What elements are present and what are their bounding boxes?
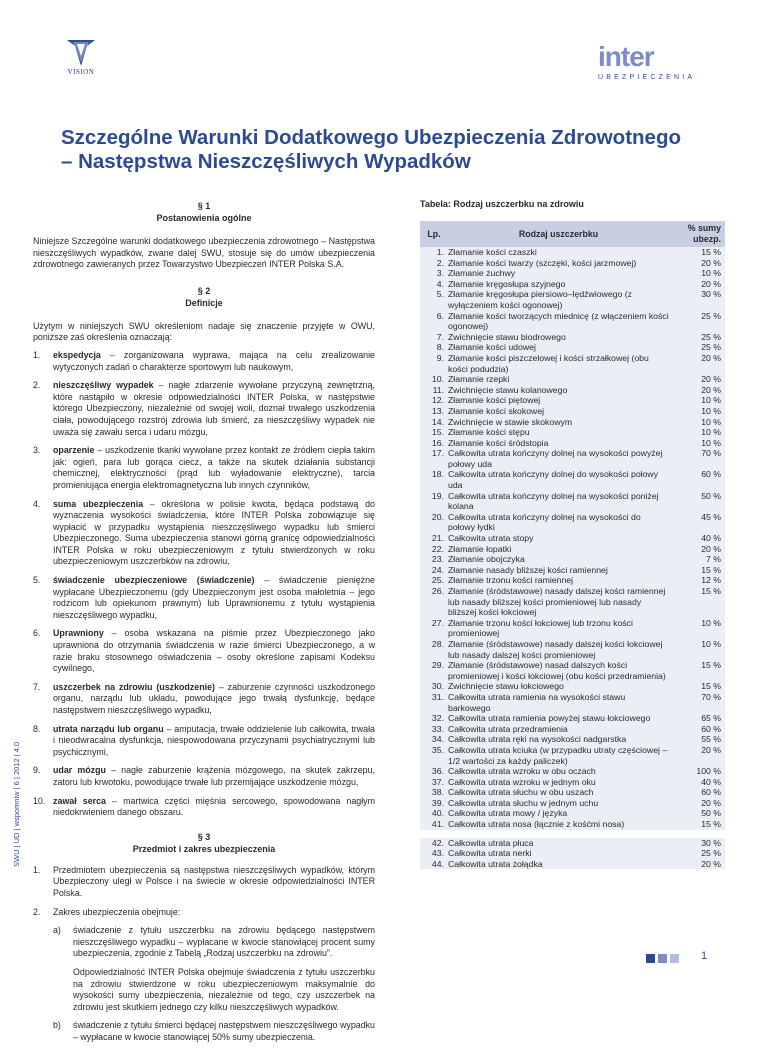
row-number: 25. xyxy=(420,575,448,586)
definition-text: – określona w polisie kwota, będąca podstawą do wyznaczenia wysokości świadczenia, które INTER Polska zobowiązuje się wypłacić w przypadku wystąpienia nieszczęśliwego wypadku lub śmierci Ubezpieczonego. Suma ubezpieczenia stanowi górną granicę odpowiedzialności INTER Polska w roku ubezpieczeniowym z tytułu stwierdzonych w roku ubezpieczeniowym uszczerbków na zdrowiu, xyxy=(53,498,375,567)
row-injury-name: Złamanie obojczyka xyxy=(448,554,669,565)
table-row xyxy=(420,766,725,777)
definition-item xyxy=(33,445,375,491)
row-number: 32. xyxy=(420,713,448,724)
row-injury-name: Złamanie kości skokowej xyxy=(448,406,669,417)
row-number: 36. xyxy=(420,766,448,777)
definition-text: – świadczenie pieniężne wypłacane Ubezpieczonemu (gdy Ubezpieczonym jest osoba małoletnia – jego rodzicom lub opiekunom prawnym) lub Uprawnionemu z tytułu wystąpienia nieszczęśliwego wypadku, xyxy=(53,575,375,620)
row-number: 19. xyxy=(420,491,448,512)
table-row xyxy=(420,660,725,681)
row-percent: 10 % xyxy=(669,268,725,279)
row-percent: 10 % xyxy=(669,406,725,417)
table-row xyxy=(420,342,725,353)
row-number: 18. xyxy=(420,469,448,490)
table-row xyxy=(420,639,725,660)
row-percent: 70 % xyxy=(669,692,725,713)
definition-number: 10. xyxy=(33,795,46,806)
definition-text: – uszkodzenie tkanki wywołane przez kontakt ze źródłem ciepła takim jak: ogień, para lub gorąca ciecz, a także na skutek działania substancji chemicznej, elektryczności (prąd lub wyładowanie elektryczne), tarcia promieniująca energia elektromagnetyczna lub innych czynników, xyxy=(53,445,375,490)
row-number: 1. xyxy=(420,247,448,258)
row-injury-name: Złamanie kręgosłupa piersiowo–lędźwiowego (z wyłączeniem kości ogonowej) xyxy=(448,289,669,310)
row-number: 31. xyxy=(420,692,448,713)
scope-item-number: 1. xyxy=(33,864,41,875)
definition-item xyxy=(33,575,375,621)
column-header-percent-line2: ubezp. xyxy=(693,234,721,244)
row-number: 3. xyxy=(420,268,448,279)
table-row xyxy=(420,268,725,279)
row-percent: 20 % xyxy=(669,544,725,555)
row-injury-name: Złamanie żuchwy xyxy=(448,268,669,279)
row-injury-name: Całkowita utrata płuca xyxy=(448,838,669,849)
definition-item xyxy=(33,499,375,569)
row-percent: 20 % xyxy=(669,745,725,766)
table-row xyxy=(420,417,725,428)
definition-term: Uprawniony xyxy=(53,628,104,639)
table-row xyxy=(420,395,725,406)
row-percent: 15 % xyxy=(669,681,725,692)
scope-subitem-letter: a) xyxy=(53,925,61,936)
table-row xyxy=(420,247,725,258)
scope-item xyxy=(33,907,375,919)
section-3-number: § 3 xyxy=(197,831,211,842)
row-percent: 25 % xyxy=(669,332,725,343)
row-number: 11. xyxy=(420,385,448,396)
definition-number: 9. xyxy=(33,765,41,776)
definition-text: – martwica części mięśnia sercowego, spowodowana nagłym niedokrwieniem danego obszaru. xyxy=(53,795,375,818)
row-percent: 40 % xyxy=(669,777,725,788)
inter-logo-word: inter xyxy=(598,41,654,72)
scope-subitems xyxy=(33,925,375,1043)
table-row xyxy=(420,448,725,469)
section-2-title: Definicje xyxy=(185,297,223,308)
row-injury-name: Całkowita utrata słuchu w jednym uchu xyxy=(448,798,669,809)
row-percent: 10 % xyxy=(669,395,725,406)
table-row xyxy=(420,385,725,396)
row-number: 4. xyxy=(420,279,448,290)
row-injury-name: Całkowita utrata mowy / języka xyxy=(448,808,669,819)
definition-term: świadczenie ubezpieczeniowe (świadczenie) xyxy=(53,575,255,586)
row-injury-name: Całkowita utrata wzroku w jednym oku xyxy=(448,777,669,788)
footer-square xyxy=(646,954,655,963)
title-line-2: – Następstwa Nieszczęśliwych Wypadków xyxy=(61,150,471,173)
row-injury-name: Zwichnięcie stawu biodrowego xyxy=(448,332,669,343)
definition-term: oparzenie xyxy=(53,445,95,456)
row-number: 23. xyxy=(420,554,448,565)
footer-squares xyxy=(646,954,682,963)
definition-text: – nagłe zaburzenie krążenia mózgowego, na skutek zakrzepu, zatoru lub krwotoku, powodujące trwałe lub przemijające uszkodzenie mózgu, xyxy=(53,765,375,787)
section-3 xyxy=(33,831,375,1044)
table-row xyxy=(420,491,725,512)
row-percent: 25 % xyxy=(669,311,725,332)
row-percent: 60 % xyxy=(669,724,725,735)
definitions-list xyxy=(33,350,375,819)
row-percent: 25 % xyxy=(669,342,725,353)
row-number: 41. xyxy=(420,819,448,830)
table-row xyxy=(420,258,725,269)
row-injury-name: Całkowita utrata kończyny dolnej na wysokości do połowy łydki xyxy=(448,512,669,533)
row-injury-name: Całkowita utrata kończyny dolnej do wysokości połowy uda xyxy=(448,469,669,490)
table-row xyxy=(420,427,725,438)
row-percent: 15 % xyxy=(669,247,725,258)
row-number: 22. xyxy=(420,544,448,555)
definition-text: – amputacja, trwałe oddzielenie lub całkowita, trwała i nieodwracalna dysfunkcja, niespowodowana przyczynami psychiatrycznymi lub psychicznymi, xyxy=(53,723,375,757)
row-percent: 15 % xyxy=(669,586,725,618)
row-percent: 10 % xyxy=(669,618,725,639)
row-number: 20. xyxy=(420,512,448,533)
scope-subitem-text: świadczenie z tytułu uszczerbku na zdrowiu będącego następstwem nieszczęśliwego wypadku – wypłacane w kwocie stanowiącej procent sumy ubezpieczenia, zgodnie z Tabelą „Rodzaj uszczerbku na zdrowiu”. xyxy=(73,925,375,959)
row-injury-name: Całkowita utrata nerki xyxy=(448,848,669,859)
row-injury-name: Złamanie (śródstawowe) nasad dalszych kości promieniowej i kości łokciowej (obu kości przedramienia) xyxy=(448,660,669,681)
row-injury-name: Całkowita utrata wzroku w obu oczach xyxy=(448,766,669,777)
inter-logo xyxy=(598,43,716,83)
definition-number: 4. xyxy=(33,498,41,509)
table-row xyxy=(420,745,725,766)
table-row xyxy=(420,332,725,343)
injury-table xyxy=(420,221,725,869)
table-row xyxy=(420,777,725,788)
row-injury-name: Złamanie (śródstawowe) nasady dalszej kości ramiennej lub nasady bliższej kości promieniowej lub nasady bliższej kości łokciowej xyxy=(448,586,669,618)
document-title xyxy=(61,126,721,174)
section-3-items xyxy=(33,865,375,1044)
row-number: 10. xyxy=(420,374,448,385)
row-percent: 40 % xyxy=(669,533,725,544)
row-percent: 10 % xyxy=(669,417,725,428)
row-injury-name: Złamanie trzonu kości łokciowej lub trzonu kości promieniowej xyxy=(448,618,669,639)
row-percent: 20 % xyxy=(669,859,725,870)
definition-text: – osoba wskazana na piśmie przez Ubezpieczonego jako uprawniona do otrzymania świadczenia w razie śmierci Ubezpieczonego, a w razie braku stosownego oświadczenia – osoby określone zapisami Kodeksu cywilnego, xyxy=(53,628,375,674)
table-row xyxy=(420,279,725,290)
definition-term: utrata narządu lub organu xyxy=(53,723,164,734)
row-number: 7. xyxy=(420,332,448,343)
row-percent: 60 % xyxy=(669,469,725,490)
row-number: 39. xyxy=(420,798,448,809)
table-row xyxy=(420,787,725,798)
row-percent: 50 % xyxy=(669,491,725,512)
table-row xyxy=(420,618,725,639)
row-injury-name: Złamanie rzepki xyxy=(448,374,669,385)
row-percent: 7 % xyxy=(669,554,725,565)
section-2-number: § 2 xyxy=(197,285,211,296)
definition-number: 1. xyxy=(33,349,41,360)
definition-number: 2. xyxy=(33,380,41,391)
row-number: 27. xyxy=(420,618,448,639)
row-injury-name: Złamanie kręgosłupa szyjnego xyxy=(448,279,669,290)
table-body xyxy=(420,247,725,869)
definition-number: 5. xyxy=(33,575,41,586)
column-header-name: Rodzaj uszczerbku xyxy=(448,221,669,247)
scope-item-text: Zakres ubezpieczenia obejmuje: xyxy=(53,906,181,917)
row-number: 5. xyxy=(420,289,448,310)
row-number: 29. xyxy=(420,660,448,681)
right-column xyxy=(420,199,725,869)
row-number: 35. xyxy=(420,745,448,766)
row-injury-name: Całkowita utrata przedramienia xyxy=(448,724,669,735)
row-injury-name: Złamanie kości tworzących miednicę (z włączeniem kości ogonowej) xyxy=(448,310,669,332)
row-injury-name: Złamanie kości śródstopia xyxy=(448,438,669,449)
row-number: 42. xyxy=(420,838,448,849)
table-row xyxy=(420,512,725,533)
definition-item xyxy=(33,796,375,819)
column-header-percent-line1: % sumy xyxy=(687,223,721,233)
definition-term: nieszczęśliwy wypadek xyxy=(53,380,154,391)
row-injury-name: Całkowita utrata ramienia powyżej stawu łokciowego xyxy=(448,713,669,724)
section-2 xyxy=(33,285,375,819)
definition-number: 6. xyxy=(33,628,41,639)
row-percent: 70 % xyxy=(669,448,725,469)
row-number: 8. xyxy=(420,342,448,353)
vision-logo-text: VISION xyxy=(67,68,95,76)
definition-term: suma ubezpieczenia xyxy=(53,498,144,509)
row-injury-name: Złamanie kości stępu xyxy=(448,427,669,438)
title-line-1: Szczególne Warunki Dodatkowego Ubezpieczenia Zdrowotnego xyxy=(61,126,681,149)
vision-logo xyxy=(53,38,109,82)
scope-subitem-letter: b) xyxy=(53,1020,61,1031)
row-number: 2. xyxy=(420,258,448,269)
table-row xyxy=(420,533,725,544)
row-injury-name: Całkowita utrata żołądka xyxy=(448,859,669,870)
table-row xyxy=(420,798,725,809)
row-number: 43. xyxy=(420,848,448,859)
section-2-intro: Użytym w niniejszych SWU określeniom nadaje się znaczenie przyjęte w OWU, poniższe zaś określenia oznaczają: xyxy=(33,320,375,343)
row-percent: 20 % xyxy=(669,374,725,385)
definition-number: 8. xyxy=(33,723,41,734)
table-row xyxy=(420,438,725,449)
row-injury-name: Zwichnięcie stawu łokciowego xyxy=(448,681,669,692)
row-number: 44. xyxy=(420,859,448,870)
table-row xyxy=(420,544,725,555)
scope-subitem xyxy=(53,1020,375,1043)
row-injury-name: Złamanie kości czaszki xyxy=(448,247,669,258)
scope-item xyxy=(33,865,375,900)
table-row xyxy=(420,808,725,819)
table-row xyxy=(420,565,725,576)
row-number: 24. xyxy=(420,565,448,576)
table-row xyxy=(420,575,725,586)
row-number: 38. xyxy=(420,787,448,798)
scope-subitem xyxy=(53,967,375,1013)
row-injury-name: Całkowita utrata kończyny dolnej na wysokości powyżej połowy uda xyxy=(448,448,669,469)
definition-text: – nagłe zdarzenie wywołane przyczyną zewnętrzną, które nastąpiło w okresie odpowiedzialności INTER Polska, w następstwie którego Ubezpieczony, niezależnie od swojej woli, doznał trwałego uszkodzenia ciała, powodującego rozstrój zdrowia lub śmierć, za nieszczęśliwy wypadek nie uważa się zawału serca i udaru mózgu, xyxy=(53,380,376,437)
column-header-lp: Lp. xyxy=(420,221,448,247)
definition-item xyxy=(33,724,375,759)
row-number: 34. xyxy=(420,734,448,745)
row-percent: 100 % xyxy=(669,766,725,777)
left-column xyxy=(33,200,375,1050)
table-row xyxy=(420,406,725,417)
table-row xyxy=(420,469,725,490)
definition-number: 3. xyxy=(33,445,41,456)
definition-number: 7. xyxy=(33,681,41,692)
inter-logo-subtitle: UBEZPIECZENIA xyxy=(598,74,696,81)
row-percent: 20 % xyxy=(669,798,725,809)
row-percent: 10 % xyxy=(669,438,725,449)
table-gap-row xyxy=(420,830,725,838)
row-percent: 30 % xyxy=(669,289,725,310)
section-1-text: Niniejsze Szczególne warunki dodatkowego ubezpieczenia zdrowotnego – Następstwa nieszczęśliwych wypadków, zwane dalej SWU, stosuje się do umów ubezpieczenia zdrowotnego zawieranych przez Towarzystwo Ubezpieczeń INTER Polska S.A. xyxy=(33,236,375,270)
row-number: 40. xyxy=(420,808,448,819)
row-percent: 25 % xyxy=(669,848,725,859)
scope-item-text: Przedmiotem ubezpieczenia są następstwa nieszczęśliwych wypadków, którym Ubezpieczony uległ w Polsce i na świecie w okresie odpowiedzialności INTER Polska. xyxy=(53,864,375,898)
definition-item xyxy=(33,765,375,788)
row-number: 13. xyxy=(420,406,448,417)
definition-item xyxy=(33,682,375,717)
row-percent: 55 % xyxy=(669,734,725,745)
footer-square xyxy=(658,954,667,963)
table-row xyxy=(420,838,725,849)
table-row xyxy=(420,734,725,745)
row-percent: 10 % xyxy=(669,639,725,660)
row-injury-name: Złamanie trzonu kości ramiennej xyxy=(448,575,669,586)
row-percent: 10 % xyxy=(669,427,725,438)
table-row xyxy=(420,859,725,870)
row-number: 16. xyxy=(420,438,448,449)
row-injury-name: Całkowita utrata stopy xyxy=(448,533,669,544)
row-number: 33. xyxy=(420,724,448,735)
table-row xyxy=(420,713,725,724)
row-number: 37. xyxy=(420,777,448,788)
table-row xyxy=(420,554,725,565)
row-injury-name: Złamanie nasady bliższej kości ramiennej xyxy=(448,565,669,576)
row-injury-name: Całkowita utrata kończyny dolnej na wysokości poniżej kolana xyxy=(448,491,669,512)
scope-subitem-text: Odpowiedzialność INTER Polska obejmuje świadczenia z tytułu uszczerbku na zdrowiu stwierdzone w roku ubezpieczeniowym maksymalnie do wysokości sumy ubezpieczenia, niezależnie od tego, czy uszczerbek na zdrowiu jest skutkiem jednego czy kilku nieszczęśliwych wypadków. xyxy=(73,966,375,1012)
table-header-row xyxy=(420,221,725,247)
definition-text: – zaburzenie czynności uszkodzonego organu, narządu lub układu, powodujące jego trwałą dysfunkcję, będące następstwem nieszczęśliwego wypadku, xyxy=(53,681,376,715)
definition-item xyxy=(33,628,375,674)
row-number: 9. xyxy=(420,353,448,374)
table-row xyxy=(420,848,725,859)
row-percent: 12 % xyxy=(669,575,725,586)
row-percent: 50 % xyxy=(669,808,725,819)
row-injury-name: Zwichnięcie stawu kolanowego xyxy=(448,385,669,396)
row-number: 26. xyxy=(420,586,448,618)
table-row xyxy=(420,819,725,830)
footer-square xyxy=(670,954,679,963)
row-percent: 30 % xyxy=(669,838,725,849)
row-injury-name: Złamanie kości piszczelowej i kości strzałkowej (obu kości podudzia) xyxy=(448,353,669,374)
row-number: 15. xyxy=(420,427,448,438)
row-injury-name: Złamanie kości piętowej xyxy=(448,395,669,406)
side-document-code: SWU | UD | wspomniw | 6 | 2012 | 4.0 xyxy=(12,741,21,867)
row-injury-name: Całkowita utrata kciuka (w przypadku utraty częściowej – 1/2 wartości za każdy paliczek) xyxy=(448,744,668,766)
scope-subitem-text: świadczenie z tytułu śmierci będącej następstwem nieszczęśliwego wypadku – wypłacane w kwocie stanowiącej 50% sumy ubezpieczenia. xyxy=(73,1020,375,1042)
table-row xyxy=(420,681,725,692)
section-1 xyxy=(33,200,375,271)
row-percent: 60 % xyxy=(669,787,725,798)
row-injury-name: Złamanie kości twarzy (szczęki, kości jarzmowej) xyxy=(448,258,669,269)
row-percent: 15 % xyxy=(669,660,725,681)
definition-term: zawał serca xyxy=(53,795,106,806)
row-percent: 20 % xyxy=(669,385,725,396)
section-1-title: Postanowienia ogólne xyxy=(156,213,252,223)
section-3-title: Przedmiot i zakres ubezpieczenia xyxy=(132,843,276,854)
definition-text: – zorganizowana wyprawa, mająca na celu zrealizowanie wytyczonych zadań o charakterze sportowym lub naukowym, xyxy=(53,349,375,372)
table-row xyxy=(420,586,725,618)
row-number: 17. xyxy=(420,448,448,469)
definition-item xyxy=(33,350,375,373)
definition-term: uszczerbek na zdrowiu (uszkodzenie) xyxy=(53,681,215,692)
row-number: 6. xyxy=(420,311,448,332)
table-row xyxy=(420,353,725,374)
row-injury-name: Złamanie kości udowej xyxy=(448,342,669,353)
row-injury-name: Całkowita utrata ręki na wysokości nadgarstka xyxy=(448,734,669,745)
row-injury-name: Złamanie łopatki xyxy=(448,544,669,555)
definition-term: udar mózgu xyxy=(53,765,106,776)
table-row xyxy=(420,289,725,310)
row-number: 12. xyxy=(420,395,448,406)
row-number: 14. xyxy=(420,417,448,428)
row-percent: 45 % xyxy=(669,512,725,533)
row-injury-name: Zwichnięcie w stawie skokowym xyxy=(448,417,669,428)
page-number: 1 xyxy=(701,950,708,962)
definition-term: ekspedycja xyxy=(53,349,101,360)
table-row xyxy=(420,311,725,332)
table-row xyxy=(420,692,725,713)
row-injury-name: Całkowita utrata ramienia na wysokości stawu barkowego xyxy=(448,692,669,713)
table-row xyxy=(420,724,725,735)
row-percent: 15 % xyxy=(669,565,725,576)
scope-item-number: 2. xyxy=(33,906,41,917)
row-percent: 20 % xyxy=(669,353,725,374)
column-header-percent xyxy=(669,221,725,247)
row-percent: 65 % xyxy=(669,713,725,724)
row-percent: 20 % xyxy=(669,279,725,290)
row-number: 30. xyxy=(420,681,448,692)
definition-item xyxy=(33,380,375,438)
table-caption: Tabela: Rodzaj uszczerbku na zdrowiu xyxy=(420,199,584,209)
row-number: 21. xyxy=(420,533,448,544)
row-injury-name: Całkowita utrata słuchu w obu uszach xyxy=(448,787,669,798)
scope-subitem xyxy=(53,925,375,960)
row-injury-name: Złamanie (śródstawowe) nasady dalszej kości łokciowej lub nasady dalszej kości promieniowej xyxy=(448,639,669,660)
row-injury-name: Całkowita utrata nosa (łącznie z kośćmi nosa) xyxy=(448,819,669,830)
row-percent: 20 % xyxy=(669,258,725,269)
row-number: 28. xyxy=(420,639,448,660)
table-row xyxy=(420,374,725,385)
section-1-number: § 1 xyxy=(197,201,211,211)
row-percent: 15 % xyxy=(669,819,725,830)
